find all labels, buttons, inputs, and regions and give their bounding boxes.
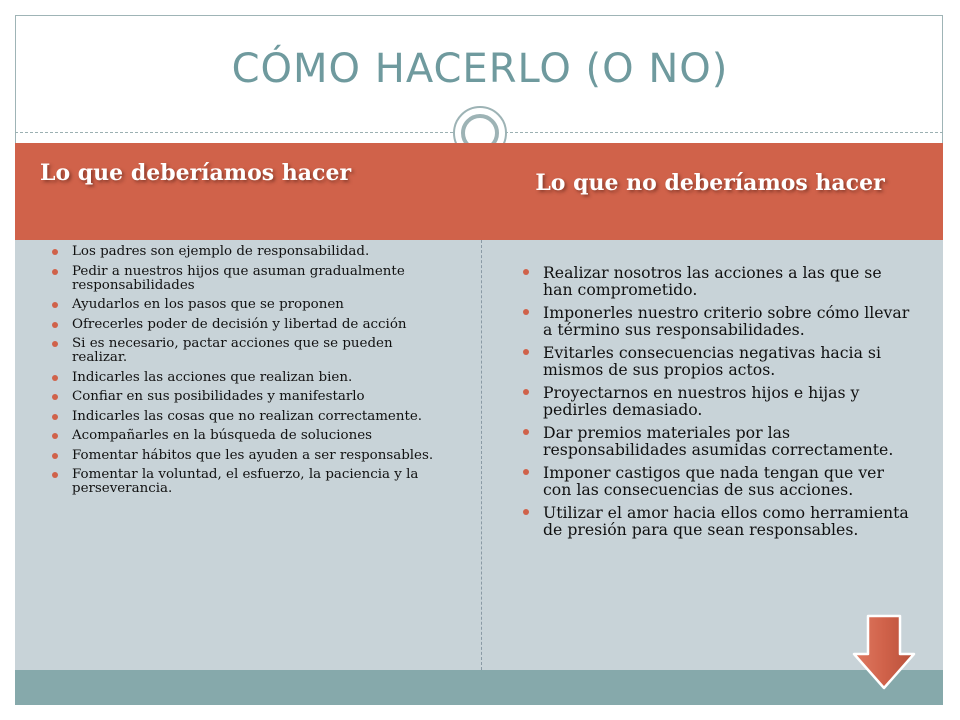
left-column-heading: Lo que deberíamos hacer: [40, 160, 352, 186]
list-item: Ayudarlos en los pasos que se proponen: [72, 298, 442, 312]
list-item: Acompañarles en la búsqueda de soluciones: [72, 429, 442, 443]
list-item: Utilizar el amor hacia ellos como herramienta de presión para que sean responsables.: [543, 504, 913, 538]
column-separator: [481, 240, 482, 670]
list-item: Indicarles las acciones que realizan bien.: [72, 371, 442, 385]
list-item: Proyectarnos en nuestros hijos e hijas y pedirles demasiado.: [543, 384, 913, 418]
list-item: Los padres son ejemplo de responsabilidad.: [72, 245, 442, 259]
slide-title: CÓMO HACERLO (O NO): [231, 46, 729, 92]
list-item: Imponerles nuestro criterio sobre cómo llevar a término sus responsabilidades.: [543, 304, 913, 338]
list-item: Dar premios materiales por las responsabilidades asumidas correctamente.: [543, 424, 913, 458]
dont-list: [543, 264, 913, 544]
list-item: Si es necesario, pactar acciones que se pueden realizar.: [72, 337, 442, 365]
list-item: Realizar nosotros las acciones a las que se han comprometido.: [543, 264, 913, 298]
right-column-heading: Lo que no deberíamos hacer: [535, 170, 885, 196]
list-item: Fomentar la voluntad, el esfuerzo, la paciencia y la perseverancia.: [72, 468, 442, 496]
do-list: [72, 245, 442, 502]
list-item: Evitarles consecuencias negativas hacia si mismos de sus propios actos.: [543, 344, 913, 378]
footer-band: [15, 670, 943, 705]
list-item: Pedir a nuestros hijos que asuman gradualmente responsabilidades: [72, 265, 442, 293]
list-item: Imponer castigos que nada tengan que ver con las consecuencias de sus acciones.: [543, 464, 913, 498]
list-item: Indicarles las cosas que no realizan correctamente.: [72, 410, 442, 424]
list-item: Ofrecerles poder de decisión y libertad de acción: [72, 318, 442, 332]
list-item: Fomentar hábitos que les ayuden a ser responsables.: [72, 449, 442, 463]
down-arrow-icon[interactable]: [852, 614, 916, 690]
list-item: Confiar en sus posibilidades y manifestarlo: [72, 390, 442, 404]
